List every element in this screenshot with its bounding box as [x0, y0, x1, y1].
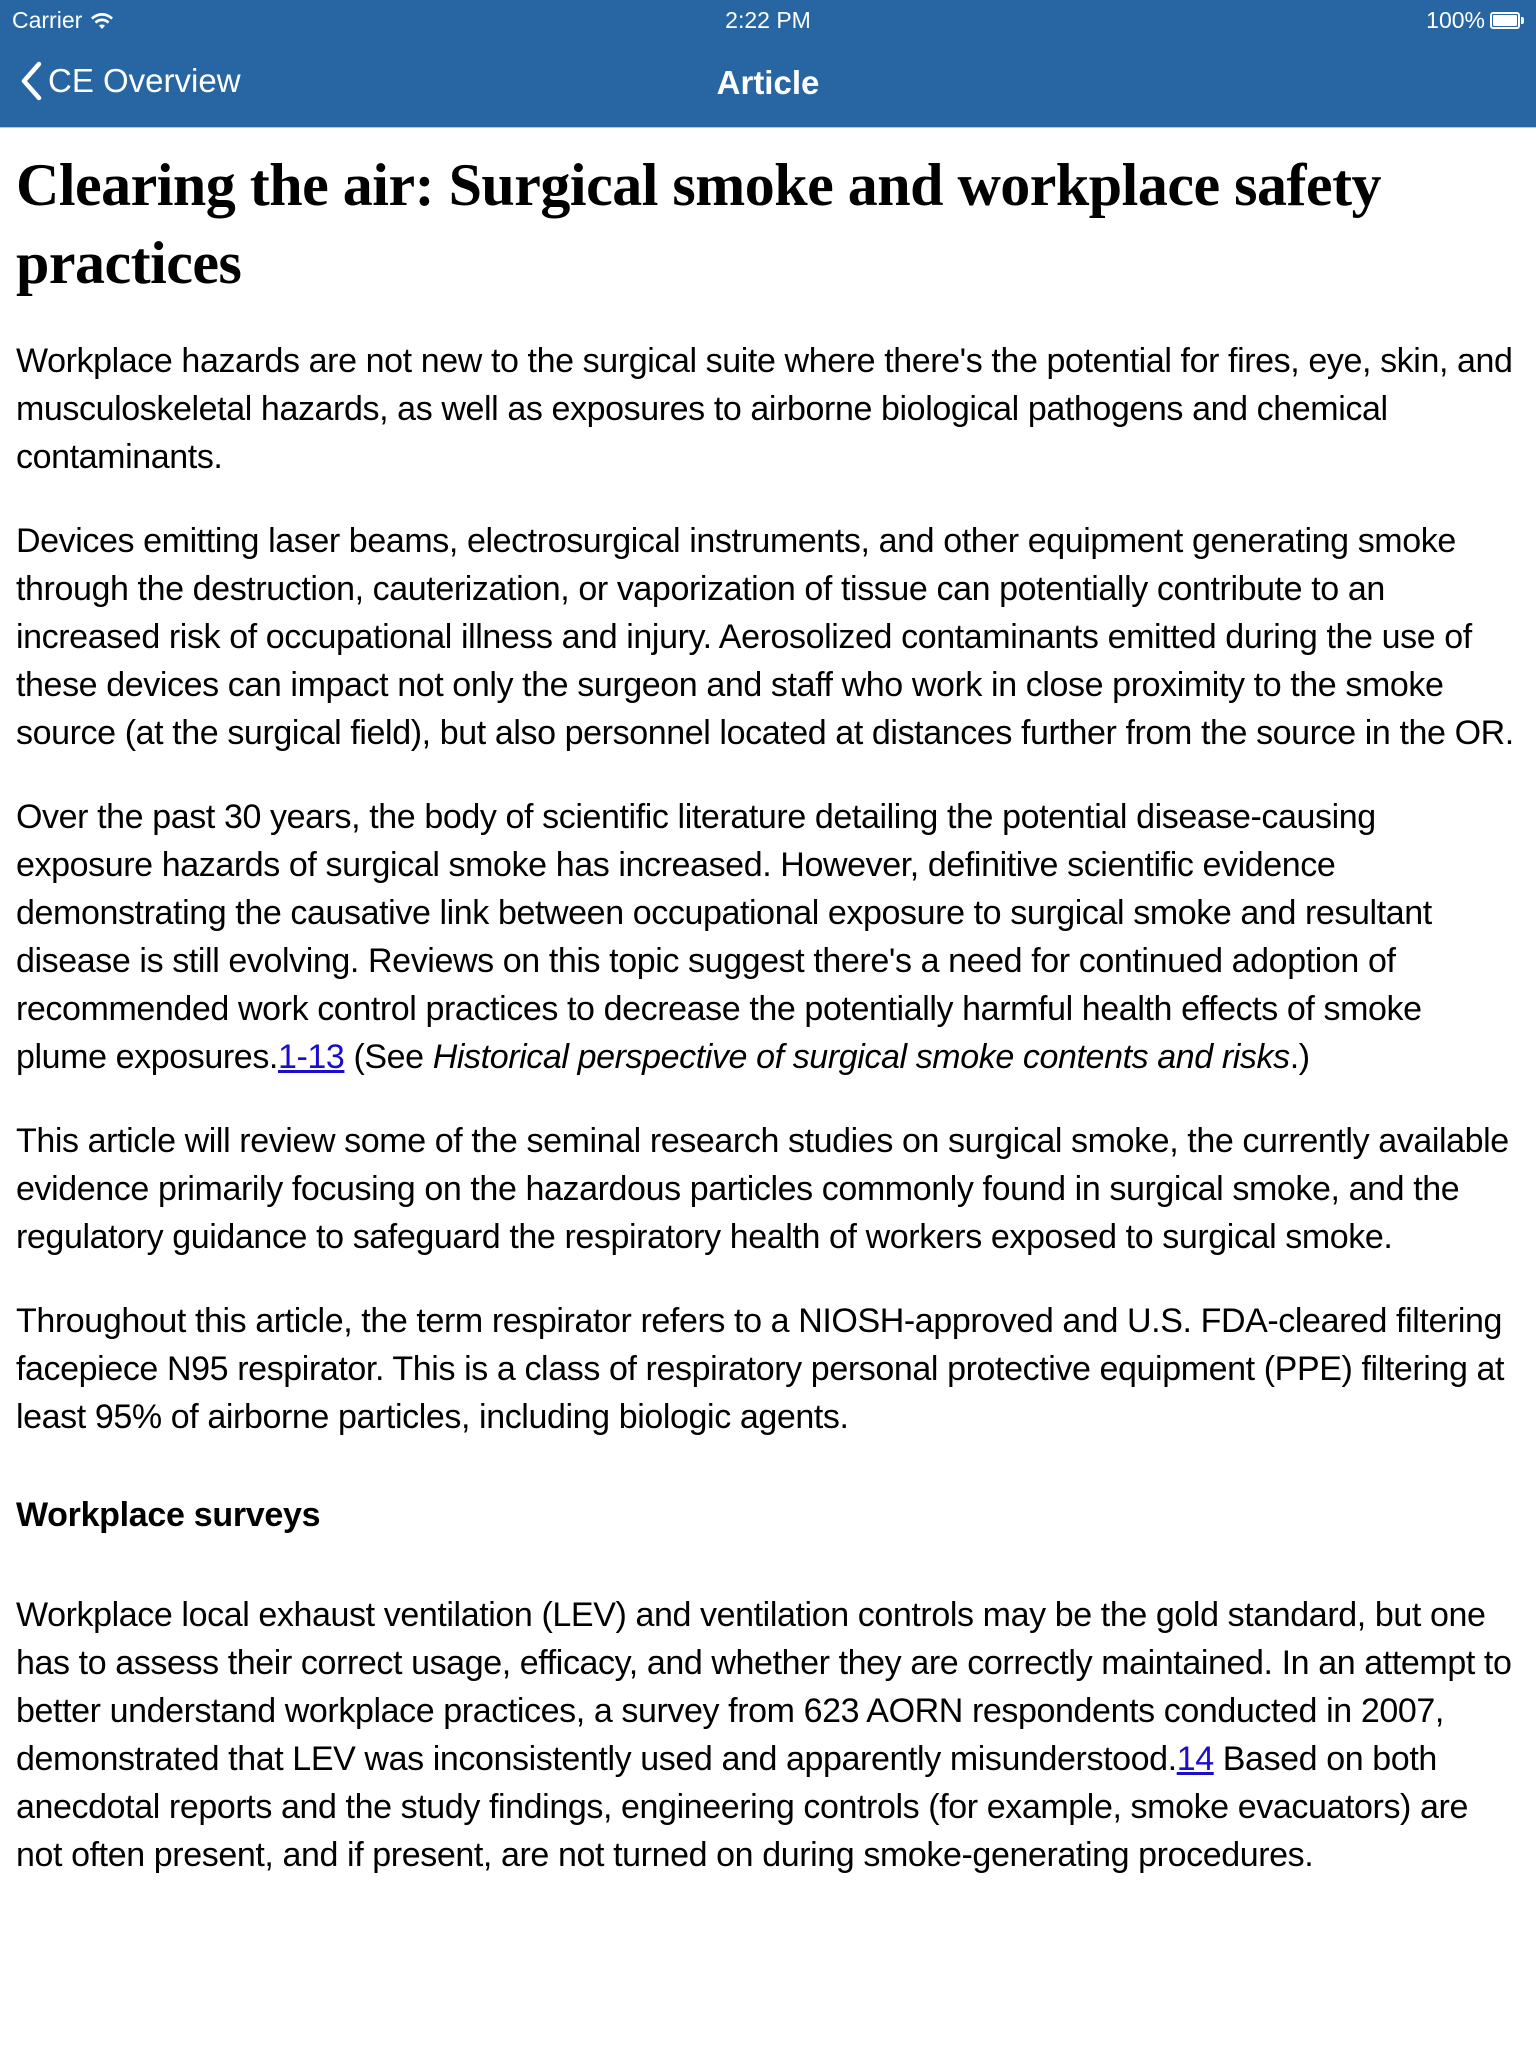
status-time: 2:22 PM [725, 7, 811, 33]
article-paragraph: This article will review some of the seminal research studies on surgical smoke, the currently available evidence primarily focusing on the hazardous particles commonly found in surgical smoke, and the regulatory guidance to safeguard the respiratory health of workers exposed to surgical smoke. [16, 1122, 1509, 1256]
article-scroll-view[interactable] [0, 128, 1536, 2048]
article [0, 146, 1536, 1879]
paragraph-text: .) [1289, 1038, 1310, 1076]
battery-indicator [1426, 7, 1524, 34]
battery-fill [1493, 15, 1517, 26]
paragraph-text: Based on both anecdotal reports and the study findings, engineering controls (for example, smoke evacuators) are not often present, and if present, are not turned on during smoke-generating procedures. [16, 1740, 1468, 1874]
battery-percent: 100% [1426, 7, 1485, 33]
app-header [0, 0, 1536, 128]
article-paragraph [16, 793, 1520, 1081]
article-paragraph [16, 1591, 1520, 1879]
paragraph-text: Workplace local exhaust ventilation (LEV) and ventilation controls may be the gold standard, but one has to assess their correct usage, efficacy, and whether they are correctly maintained. In an attempt to better understand workplace practices, a survey from 623 AORN respondents conducted in 2007, demonstrated that LEV was inconsistently used and apparently misunderstood. [16, 1596, 1512, 1778]
nav-title: Article [716, 64, 820, 101]
status-bar [0, 0, 1536, 40]
section-heading: Workplace surveys [16, 1496, 321, 1534]
article-paragraph: Throughout this article, the term respirator refers to a NIOSH-approved and U.S. FDA-cleared filtering facepiece N95 respirator. This is a class of respiratory personal protective equipment (PPE) filtering at least 95% of airborne particles, including biologic agents. [16, 1302, 1505, 1436]
reference-link[interactable]: 14 [1176, 1740, 1214, 1778]
sidebar-reference-title: Historical perspective of surgical smoke contents and risks [432, 1038, 1290, 1076]
navigation-bar [0, 40, 1536, 127]
paragraph-text: (See [344, 1038, 433, 1076]
article-title: Clearing the air: Surgical smoke and workplace safety practices [16, 152, 1382, 296]
article-paragraph: Devices emitting laser beams, electrosurgical instruments, and other equipment generating smoke through the destruction, cauterization, or vaporization of tissue can potentially contribute to an increased risk of occupational illness and injury. Aerosolized contaminants emitted during the use of these devices can impact not only the surgeon and staff who work in close proximity to the smoke source (at the surgical field), but also personnel located at distances further from the source in the OR. [16, 522, 1514, 752]
back-button-label: CE Overview [48, 62, 241, 99]
battery-nub [1521, 17, 1524, 24]
reference-link[interactable]: 1-13 [277, 1038, 345, 1076]
carrier-label: Carrier [12, 7, 83, 33]
paragraph-text: Over the past 30 years, the body of scientific literature detailing the potential disease-causing exposure hazards of surgical smoke has increased. However, definitive scientific evidence demonstrating the causative link between occupational exposure to surgical smoke and resultant disease is still evolving. Reviews on this topic suggest there's a need for continued adoption of recommended work control practices to decrease the potentially harmful health effects of smoke plume exposures. [16, 798, 1432, 1076]
battery-icon [1490, 12, 1520, 29]
article-paragraph: Workplace hazards are not new to the surgical suite where there's the potential for fires, eye, skin, and musculoskeletal hazards, as well as exposures to airborne biological pathogens and chemical contaminants. [16, 342, 1513, 476]
